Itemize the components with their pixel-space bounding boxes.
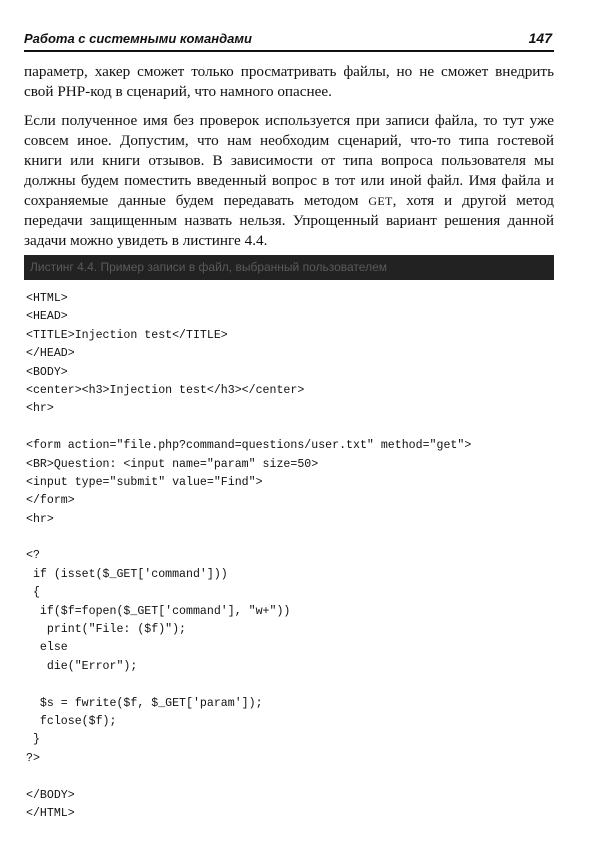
paragraph-2-text-before: Если полученное имя без проверок используется при записи файла, то тут уже совсем иное. Допустим, что нам необходим сценарий, что-то типа гостевой книги или книги отзывов. В зависимости от типа вопроса пользователя мы должны будем поместить введенный вопрос в тот или иной файл. Имя файла и сохраняемые данные будем передавать методом [24,112,554,209]
code-line: <HTML> [26,292,68,305]
code-line: if($f=fopen($_GET['command'], "w+")) [26,604,291,618]
code-line: <TITLE>Injection test</TITLE> [26,328,228,342]
code-line: <center><h3>Injection test</h3></center> [26,383,305,397]
paragraph-2 [24,111,554,251]
code-line: { [26,586,40,600]
code-line: print("File: ($f)"); [26,623,187,637]
code-line [26,768,556,786]
code-line: <hr> [26,512,54,526]
code-line: <BR>Question: <input name="param" size=50> [26,457,319,471]
code-line [26,529,556,547]
code-line [26,676,556,694]
code-line: </HTML> [26,806,75,820]
listing-caption: Листинг 4.4. Пример записи в файл, выбранный пользователем [30,260,387,274]
code-line [26,419,556,437]
code-line: <BODY> [26,365,68,379]
body-text [24,62,554,260]
code-line: else [26,641,68,655]
code-line: </form> [26,494,75,508]
code-line: fclose($f); [26,714,117,728]
code-line: </BODY> [26,788,75,802]
code-line: $s = fwrite($f, $_GET['param']); [26,696,263,710]
code-line: ?> [26,751,40,765]
code-line: die("Error"); [26,659,138,673]
page-header [24,30,554,52]
page-number: 147 [528,30,552,46]
code-line: <HEAD> [26,310,68,324]
code-line: <input type="submit" value="Find"> [26,475,263,489]
code-line: <form action="file.php?command=questions/user.txt" method="get"> [26,439,472,453]
code-line: <hr> [26,402,54,416]
code-line: <? [26,549,40,563]
paragraph-1: параметр, хакер сможет только просматривать файлы, но не сможет внедрить свой PHP-код в сценарий, что намного опаснее. [24,63,554,100]
code-line: if (isset($_GET['command'])) [26,567,228,581]
code-line: </HEAD> [26,347,75,361]
running-head: Работа с системными командами [24,31,252,46]
method-keyword: GET [368,194,393,208]
listing-caption-bar [24,255,554,280]
code-listing [26,290,556,823]
paragraph-2-text-after: , хотя и другой метод передачи защищенным назвать нельзя. Упрощенный вариант решения данной задачи можно увидеть в листинге 4.4. [24,192,554,249]
code-line: } [26,733,40,747]
